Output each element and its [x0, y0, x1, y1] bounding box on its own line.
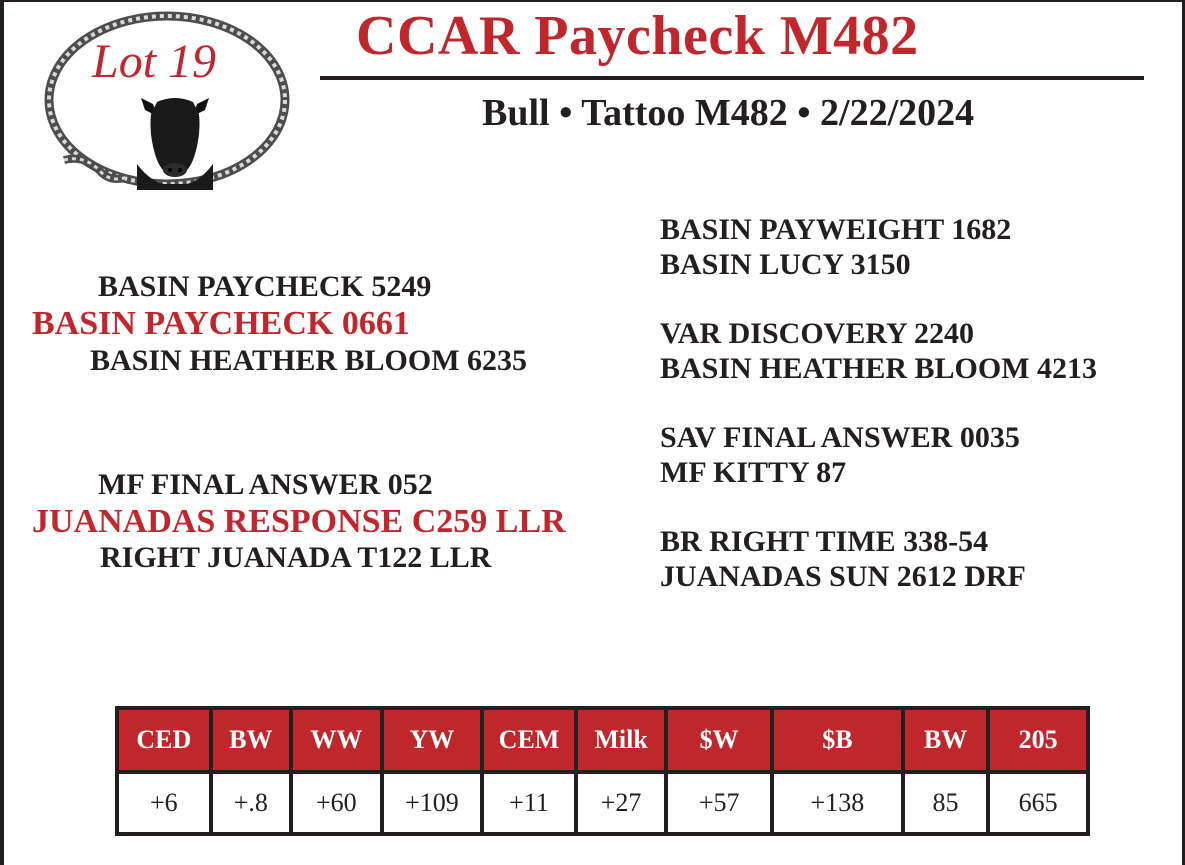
- epd-header-yw: YW: [382, 708, 483, 772]
- epd-value-row: [117, 772, 1088, 834]
- pedigree-dam: JUANADAS RESPONSE C259 LLR: [32, 503, 566, 540]
- pedigree-sds: VAR DISCOVERY 2240: [660, 317, 974, 350]
- epd-header-row: [117, 708, 1088, 772]
- title-divider: [320, 76, 1144, 80]
- pedigree-ddd: JUANADAS SUN 2612 DRF: [660, 560, 1026, 593]
- pedigree-sire: BASIN PAYCHECK 0661: [32, 305, 410, 342]
- epd-header-ww: WW: [291, 708, 382, 772]
- rope-tail: [64, 159, 124, 179]
- epd-value-w-index: +57: [666, 772, 772, 834]
- epd-table: [115, 706, 1090, 836]
- epd-value-ww: +60: [291, 772, 382, 834]
- page-title: CCAR Paycheck M482: [356, 5, 919, 67]
- epd-value-cem: +11: [482, 772, 576, 834]
- epd-header-cem: CEM: [482, 708, 576, 772]
- pedigree-dam-dam: RIGHT JUANADA T122 LLR: [100, 541, 492, 574]
- lot-label: Lot 19: [92, 35, 217, 88]
- epd-value-bw: +.8: [211, 772, 291, 834]
- epd-header-b-index: $B: [772, 708, 903, 772]
- epd-header-bw: BW: [211, 708, 291, 772]
- animal-subtitle: Bull • Tattoo M482 • 2/22/2024: [482, 92, 975, 134]
- epd-value-yw: +109: [382, 772, 483, 834]
- epd-value-ced: +6: [117, 772, 211, 834]
- pedigree-dss: SAV FINAL ANSWER 0035: [660, 421, 1020, 454]
- epd-header-w-index: $W: [666, 708, 772, 772]
- pedigree-sire-sire: BASIN PAYCHECK 5249: [98, 270, 432, 303]
- epd-value-milk: +27: [576, 772, 667, 834]
- epd-header-205: 205: [988, 708, 1088, 772]
- bull-head-icon: [137, 98, 213, 190]
- epd-value-birth-weight: 85: [903, 772, 989, 834]
- pedigree-dds: BR RIGHT TIME 338-54: [660, 525, 989, 558]
- pedigree-dsd: MF KITTY 87: [660, 456, 847, 489]
- pedigree-sdd: BASIN HEATHER BLOOM 4213: [660, 352, 1098, 385]
- epd-header-ced: CED: [117, 708, 211, 772]
- epd-value-205: 665: [988, 772, 1088, 834]
- pedigree-ssd: BASIN LUCY 3150: [660, 248, 911, 281]
- epd-header-milk: Milk: [576, 708, 667, 772]
- epd-value-b-index: +138: [772, 772, 903, 834]
- pedigree-dam-sire: MF FINAL ANSWER 052: [98, 468, 433, 501]
- pedigree-sire-dam: BASIN HEATHER BLOOM 6235: [90, 344, 528, 377]
- pedigree-sss: BASIN PAYWEIGHT 1682: [660, 213, 1012, 246]
- epd-header-birth-weight: BW: [903, 708, 989, 772]
